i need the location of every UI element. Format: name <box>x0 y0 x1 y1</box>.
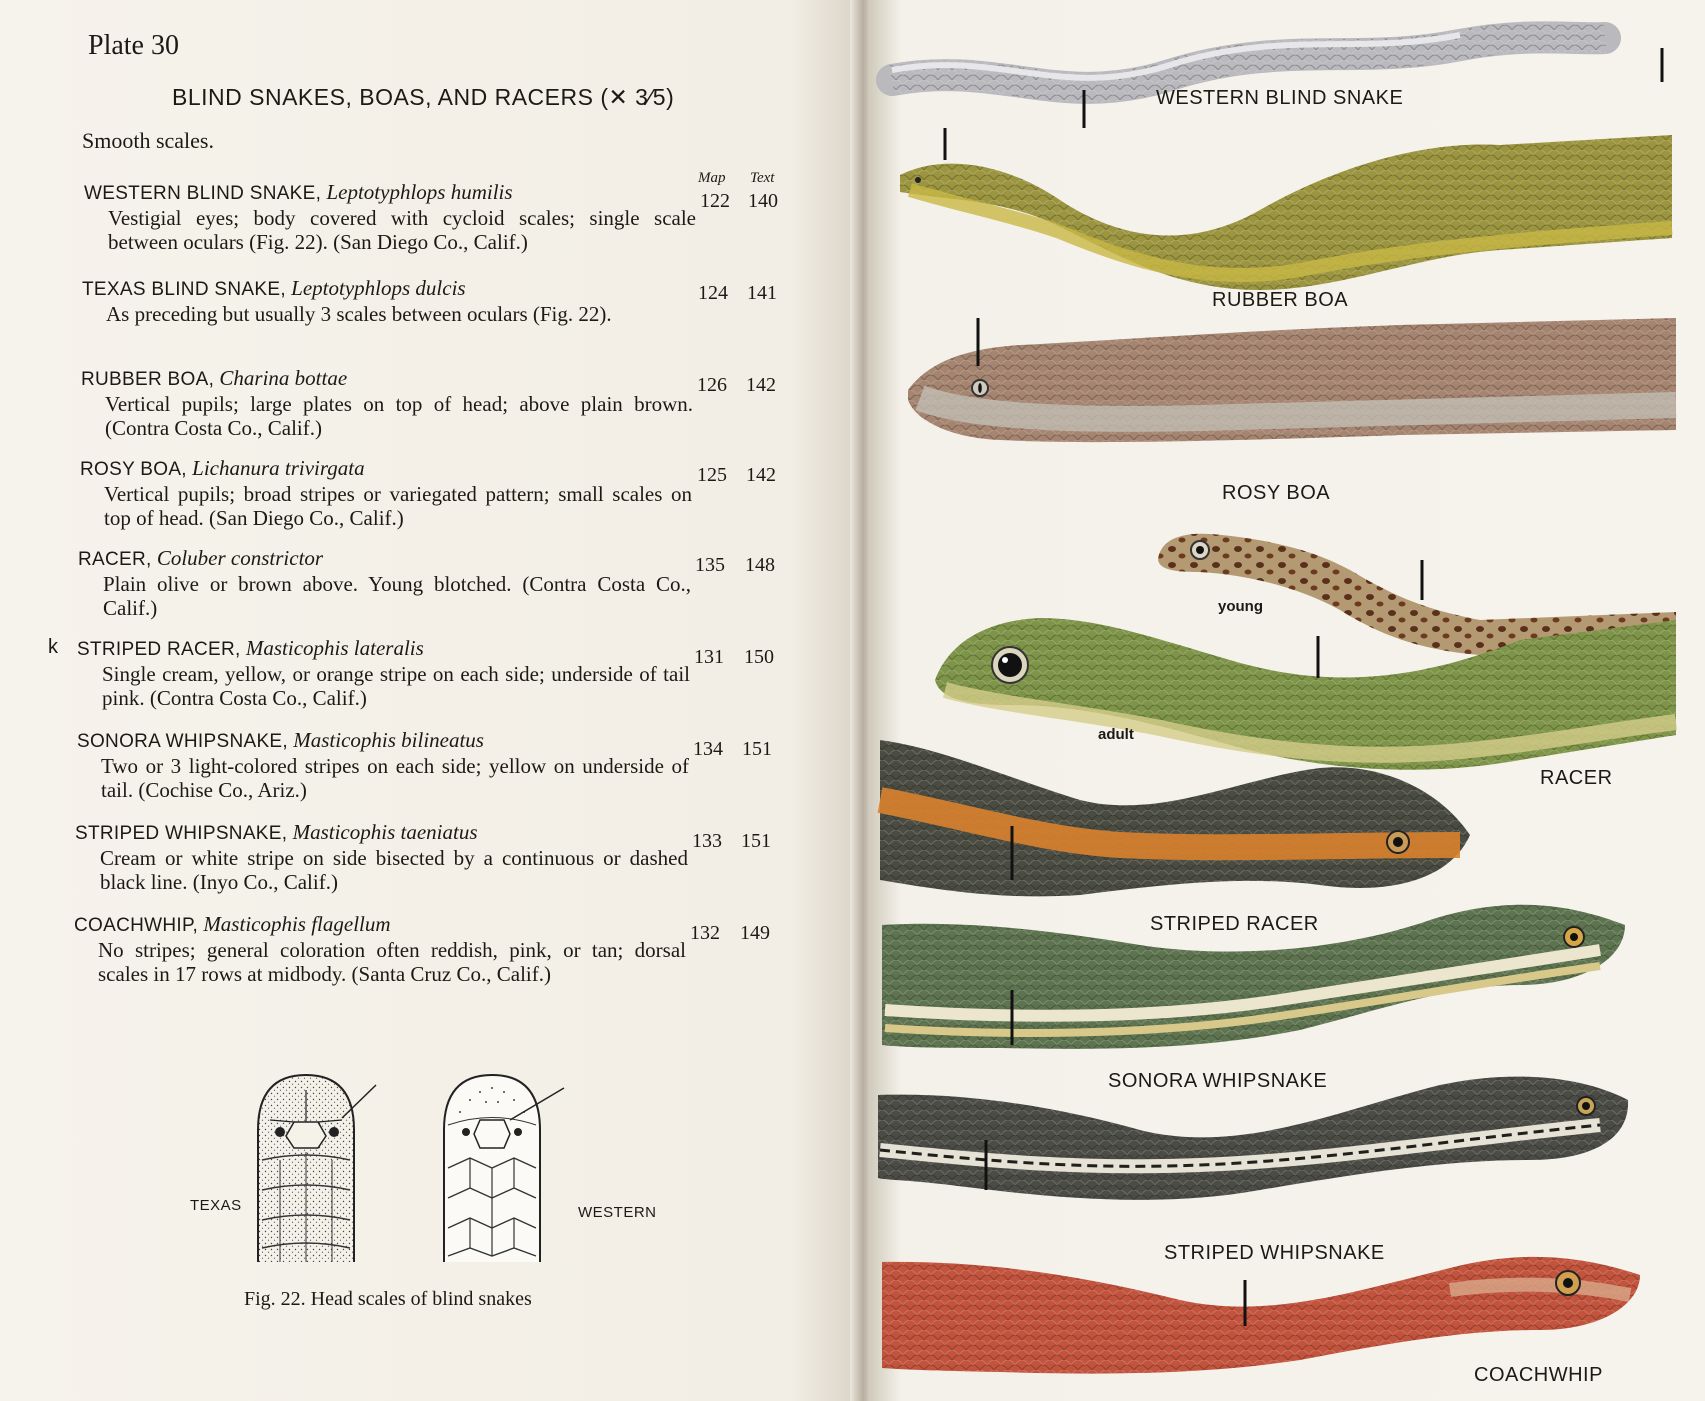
figure-label-western: WESTERN <box>578 1204 657 1221</box>
scientific-name: Charina bottae <box>219 366 348 390</box>
common-name: STRIPED RACER, <box>77 639 241 660</box>
racer-adult-illustration <box>935 618 1676 770</box>
text-page-number: 148 <box>745 554 775 576</box>
scientific-name: Leptotyphlops humilis <box>326 180 513 204</box>
common-name: SONORA WHIPSNAKE, <box>77 731 288 752</box>
label-rosy-boa: ROSY BOA <box>1222 482 1331 504</box>
species-description: Two or 3 light-colored stripes on each side; yellow on underside of tail. (Cochise Co., Ariz.) <box>101 754 689 802</box>
label-young: young <box>1218 598 1263 615</box>
map-number: 122 <box>700 190 730 212</box>
text-page-number: 151 <box>741 830 771 852</box>
text-page-number: 140 <box>748 190 778 212</box>
text-page-number: 150 <box>744 646 774 668</box>
species-description: Vertical pupils; large plates on top of head; above plain brown. (Contra Costa Co., Calif.) <box>105 392 693 440</box>
scientific-name: Masticophis taeniatus <box>292 820 478 844</box>
label-western-blind-snake: WESTERN BLIND SNAKE <box>1156 87 1404 109</box>
species-description: No stripes; general coloration often reddish, pink, or tan; dorsal scales in 17 rows at midbody. (Santa Cruz Co., Calif.) <box>98 938 686 986</box>
scientific-name: Coluber constrictor <box>156 546 324 570</box>
plate-heading: BLIND SNAKES, BOAS, AND RACERS (✕ 3⁄5) <box>172 84 675 110</box>
figure-label-texas: TEXAS <box>190 1197 242 1214</box>
common-name: RUBBER BOA, <box>81 369 215 390</box>
text-page-number: 151 <box>742 738 772 760</box>
text-page-number: 142 <box>746 464 776 486</box>
species-description: As preceding but usually 3 scales between oculars (Fig. 22). <box>106 302 612 326</box>
text-page-number: 141 <box>747 282 777 304</box>
map-number: 132 <box>690 922 720 944</box>
map-number: 124 <box>698 282 728 304</box>
label-coachwhip: COACHWHIP <box>1474 1364 1603 1386</box>
species-description: Vertical pupils; broad stripes or variegated pattern; small scales on top of head. (San Diego Co., Calif.) <box>104 482 692 530</box>
species-description: Cream or white stripe on side bisected by a continuous or dashed black line. (Inyo Co., Calif.) <box>100 846 688 894</box>
scientific-name: Masticophis bilineatus <box>293 728 484 752</box>
label-sonora-whipsnake: SONORA WHIPSNAKE <box>1108 1070 1328 1092</box>
species-description: Vestigial eyes; body covered with cycloid scales; single scale between oculars (Fig. 22). (San Diego Co., Calif.) <box>108 206 696 254</box>
label-striped-whipsnake: STRIPED WHIPSNAKE <box>1164 1242 1385 1264</box>
map-number: 125 <box>697 464 727 486</box>
label-racer: RACER <box>1540 767 1613 789</box>
common-name: STRIPED WHIPSNAKE, <box>75 823 288 844</box>
common-name: ROSY BOA, <box>80 459 187 480</box>
text-column-header: Text <box>750 170 775 186</box>
species-description: Plain olive or brown above. Young blotched. (Contra Costa Co., Calif.) <box>103 572 691 620</box>
species-description: Single cream, yellow, or orange stripe on each side; underside of tail pink. (Contra Costa Co., Calif.) <box>102 662 690 710</box>
scientific-name: Masticophis flagellum <box>203 912 391 936</box>
plate-number: Plate 30 <box>88 30 179 61</box>
striped-whipsnake-illustration <box>878 1077 1628 1200</box>
rosy-boa-illustration <box>908 318 1676 442</box>
map-number: 126 <box>697 374 727 396</box>
map-number: 134 <box>693 738 723 760</box>
map-column-header: Map <box>698 170 726 186</box>
common-name: TEXAS BLIND SNAKE, <box>82 279 286 300</box>
rubber-boa-illustration <box>900 128 1672 290</box>
plate-subhead: Smooth scales. <box>82 128 214 153</box>
scientific-name: Masticophis lateralis <box>245 636 424 660</box>
text-page-number: 142 <box>746 374 776 396</box>
scientific-name: Leptotyphlops dulcis <box>291 276 466 300</box>
common-name: WESTERN BLIND SNAKE, <box>84 183 322 204</box>
label-striped-racer: STRIPED RACER <box>1150 913 1319 935</box>
label-rubber-boa: RUBBER BOA <box>1212 289 1349 311</box>
map-number: 135 <box>695 554 725 576</box>
figure-caption: Fig. 22. Head scales of blind snakes <box>244 1288 532 1310</box>
scientific-name: Lichanura trivirgata <box>192 456 365 480</box>
common-name: COACHWHIP, <box>74 915 199 936</box>
common-name: RACER, <box>78 549 152 570</box>
label-adult: adult <box>1098 726 1134 743</box>
map-number: 131 <box>694 646 724 668</box>
coachwhip-illustration <box>882 1257 1640 1374</box>
text-page-number: 149 <box>740 922 770 944</box>
map-number: 133 <box>692 830 722 852</box>
margin-mark: k <box>48 636 58 658</box>
western-blind-snake-illustration <box>892 35 1662 128</box>
